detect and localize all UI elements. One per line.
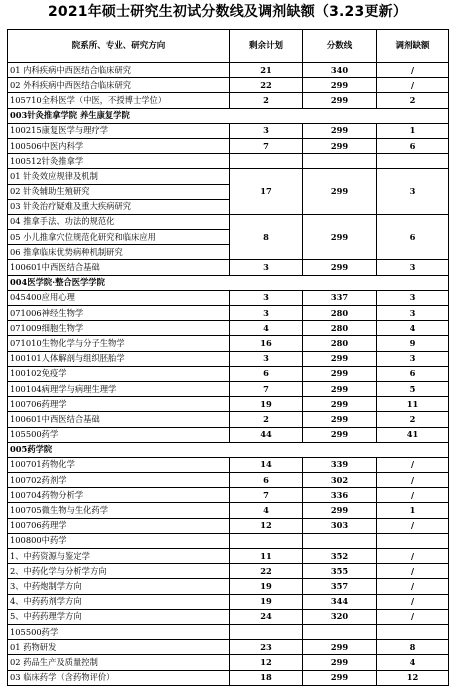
score-line: 337 — [303, 290, 377, 305]
program-name: 1、中药资源与鉴定学 — [8, 549, 230, 564]
program-name: 105710全科医学（中医，不授博士学位） — [8, 93, 230, 108]
adjustment-vacancy: / — [377, 63, 449, 78]
table-row — [8, 381, 449, 396]
program-name: 3、中药炮制学方向 — [8, 579, 230, 594]
program-name: 100102免疫学 — [8, 366, 230, 381]
program-name: 04 推拿手法、功法的规范化 — [8, 214, 230, 229]
score-line — [303, 624, 377, 639]
score-line: 340 — [303, 63, 377, 78]
remaining-plan: 3 — [230, 123, 303, 138]
remaining-plan: 4 — [230, 321, 303, 336]
remaining-plan: 22 — [230, 564, 303, 579]
table-row — [8, 564, 449, 579]
score-line: 299 — [303, 138, 377, 153]
program-name: 071006神经生物学 — [8, 306, 230, 321]
score-line: 299 — [303, 427, 377, 442]
score-line: 299 — [303, 169, 377, 215]
table-row — [8, 336, 449, 351]
adjustment-vacancy: 5 — [377, 381, 449, 396]
adjustment-vacancy: / — [377, 594, 449, 609]
score-line: 357 — [303, 579, 377, 594]
score-line: 339 — [303, 457, 377, 472]
program-name: 105500药学 — [8, 427, 230, 442]
table-header-row — [8, 30, 449, 63]
section-row — [8, 442, 449, 457]
program-name: 05 小儿推拿穴位规范化研究和临床应用 — [8, 230, 230, 245]
score-line: 280 — [303, 306, 377, 321]
adjustment-vacancy: / — [377, 579, 449, 594]
remaining-plan: 3 — [230, 290, 303, 305]
score-line: 299 — [303, 260, 377, 275]
remaining-plan: 21 — [230, 63, 303, 78]
program-name: 5、中药药理学方向 — [8, 609, 230, 624]
program-name: 100601中西医结合基础 — [8, 260, 230, 275]
score-line: 299 — [303, 397, 377, 412]
score-line: 299 — [303, 93, 377, 108]
program-name: 03 临床药学（含药物评价） — [8, 670, 230, 685]
table-row — [8, 609, 449, 624]
remaining-plan: 23 — [230, 640, 303, 655]
score-line: 299 — [303, 123, 377, 138]
program-name: 100601中西医结合基础 — [8, 412, 230, 427]
table-row — [8, 518, 449, 533]
remaining-plan: 2 — [230, 412, 303, 427]
adjustment-vacancy: / — [377, 518, 449, 533]
header-remaining-plan: 剩余计划 — [230, 30, 303, 63]
table-row — [8, 594, 449, 609]
program-name: 100704药物分析学 — [8, 488, 230, 503]
remaining-plan: 16 — [230, 336, 303, 351]
remaining-plan: 12 — [230, 518, 303, 533]
table-row — [8, 670, 449, 685]
table-row — [8, 473, 449, 488]
score-line: 352 — [303, 549, 377, 564]
table-row — [8, 533, 449, 548]
table-row — [8, 138, 449, 153]
remaining-plan: 14 — [230, 457, 303, 472]
remaining-plan: 19 — [230, 397, 303, 412]
remaining-plan — [230, 624, 303, 639]
adjustment-vacancy: 4 — [377, 655, 449, 670]
score-line: 320 — [303, 609, 377, 624]
table-row — [8, 427, 449, 442]
remaining-plan: 12 — [230, 655, 303, 670]
score-line: 299 — [303, 503, 377, 518]
adjustment-vacancy: 41 — [377, 427, 449, 442]
table-row — [8, 169, 449, 184]
program-name: 100702药剂学 — [8, 473, 230, 488]
remaining-plan: 6 — [230, 366, 303, 381]
program-name: 100101人体解剖与组织胚胎学 — [8, 351, 230, 366]
section-title: 005药学院 — [8, 442, 449, 457]
adjustment-vacancy: 8 — [377, 640, 449, 655]
table-row — [8, 549, 449, 564]
adjustment-vacancy: / — [377, 549, 449, 564]
admission-score-table — [7, 29, 449, 686]
adjustment-vacancy: 6 — [377, 214, 449, 260]
remaining-plan: 18 — [230, 670, 303, 685]
section-title: 004医学院·整合医学学院 — [8, 275, 449, 290]
remaining-plan: 11 — [230, 549, 303, 564]
score-line: 299 — [303, 214, 377, 260]
remaining-plan: 3 — [230, 260, 303, 275]
program-name: 071010生物化学与分子生物学 — [8, 336, 230, 351]
program-name: 01 内科疾病中西医结合临床研究 — [8, 63, 230, 78]
table-row — [8, 503, 449, 518]
header-score-line: 分数线 — [303, 30, 377, 63]
remaining-plan — [230, 533, 303, 548]
score-line: 336 — [303, 488, 377, 503]
score-line: 299 — [303, 381, 377, 396]
program-name: 100701药物化学 — [8, 457, 230, 472]
program-name: 01 针灸效应规律及机制 — [8, 169, 230, 184]
adjustment-vacancy: / — [377, 609, 449, 624]
adjustment-vacancy: 6 — [377, 366, 449, 381]
remaining-plan: 44 — [230, 427, 303, 442]
score-line — [303, 154, 377, 169]
adjustment-vacancy: / — [377, 78, 449, 93]
section-row — [8, 108, 449, 123]
score-line: 299 — [303, 366, 377, 381]
remaining-plan: 19 — [230, 579, 303, 594]
section-title: 003针灸推拿学院 养生康复学院 — [8, 108, 449, 123]
remaining-plan: 8 — [230, 214, 303, 260]
table-row — [8, 579, 449, 594]
score-line — [303, 533, 377, 548]
remaining-plan: 2 — [230, 93, 303, 108]
adjustment-vacancy — [377, 533, 449, 548]
remaining-plan: 7 — [230, 138, 303, 153]
table-row — [8, 624, 449, 639]
adjustment-vacancy: 12 — [377, 670, 449, 685]
remaining-plan: 19 — [230, 594, 303, 609]
remaining-plan: 6 — [230, 473, 303, 488]
adjustment-vacancy: 3 — [377, 290, 449, 305]
program-name: 100104病理学与病理生理学 — [8, 381, 230, 396]
program-name: 100506中医内科学 — [8, 138, 230, 153]
program-name: 06 推拿临床优势病种机制研究 — [8, 245, 230, 260]
adjustment-vacancy: / — [377, 564, 449, 579]
table-row — [8, 63, 449, 78]
remaining-plan: 22 — [230, 78, 303, 93]
table-row — [8, 397, 449, 412]
score-line: 303 — [303, 518, 377, 533]
score-line: 344 — [303, 594, 377, 609]
program-name: 100706药理学 — [8, 518, 230, 533]
table-row — [8, 351, 449, 366]
score-line: 299 — [303, 351, 377, 366]
program-name: 071009细胞生物学 — [8, 321, 230, 336]
remaining-plan: 3 — [230, 351, 303, 366]
program-name: 100800中药学 — [8, 533, 230, 548]
adjustment-vacancy: 3 — [377, 169, 449, 215]
adjustment-vacancy: 1 — [377, 503, 449, 518]
remaining-plan: 17 — [230, 169, 303, 215]
adjustment-vacancy: 6 — [377, 138, 449, 153]
table-row — [8, 412, 449, 427]
table-row — [8, 123, 449, 138]
table-row — [8, 78, 449, 93]
header-program: 院系所、专业、研究方向 — [8, 30, 230, 63]
remaining-plan: 4 — [230, 503, 303, 518]
program-name: 100706药理学 — [8, 397, 230, 412]
table-row — [8, 366, 449, 381]
table-row — [8, 457, 449, 472]
page-title: 2021年硕士研究生初试分数线及调剂缺额（3.23更新） — [47, 4, 408, 20]
adjustment-vacancy: 4 — [377, 321, 449, 336]
program-name: 105500药学 — [8, 624, 230, 639]
adjustment-vacancy: 3 — [377, 260, 449, 275]
adjustment-vacancy — [377, 154, 449, 169]
remaining-plan: 24 — [230, 609, 303, 624]
table-row — [8, 260, 449, 275]
adjustment-vacancy: 9 — [377, 336, 449, 351]
score-line: 299 — [303, 670, 377, 685]
header-adjustment-vacancy: 调剂缺额 — [377, 30, 449, 63]
adjustment-vacancy: / — [377, 473, 449, 488]
table-row — [8, 290, 449, 305]
program-name: 02 针灸辅助生殖研究 — [8, 184, 230, 199]
table-row — [8, 640, 449, 655]
adjustment-vacancy: / — [377, 488, 449, 503]
adjustment-vacancy — [377, 624, 449, 639]
table-row — [8, 488, 449, 503]
remaining-plan: 7 — [230, 381, 303, 396]
adjustment-vacancy: 3 — [377, 351, 449, 366]
score-line: 302 — [303, 473, 377, 488]
score-line: 280 — [303, 336, 377, 351]
adjustment-vacancy: 1 — [377, 123, 449, 138]
table-row — [8, 321, 449, 336]
score-line: 299 — [303, 412, 377, 427]
program-name: 100705微生物与生化药学 — [8, 503, 230, 518]
score-line: 280 — [303, 321, 377, 336]
remaining-plan — [230, 154, 303, 169]
table-row — [8, 306, 449, 321]
program-name: 03 针灸治疗疑难及重大疾病研究 — [8, 199, 230, 214]
program-name: 100215康复医学与理疗学 — [8, 123, 230, 138]
program-name: 2、中药化学与分析学方向 — [8, 564, 230, 579]
score-line: 299 — [303, 640, 377, 655]
remaining-plan: 3 — [230, 306, 303, 321]
score-line: 299 — [303, 78, 377, 93]
score-line: 355 — [303, 564, 377, 579]
program-name: 100512针灸推拿学 — [8, 154, 230, 169]
program-name: 01 药物研发 — [8, 640, 230, 655]
adjustment-vacancy: 2 — [377, 412, 449, 427]
adjustment-vacancy: 3 — [377, 306, 449, 321]
remaining-plan: 7 — [230, 488, 303, 503]
adjustment-vacancy: / — [377, 457, 449, 472]
adjustment-vacancy: 11 — [377, 397, 449, 412]
adjustment-vacancy: 2 — [377, 93, 449, 108]
program-name: 02 外科疾病中西医结合临床研究 — [8, 78, 230, 93]
table-row — [8, 214, 449, 229]
program-name: 4、中药药剂学方向 — [8, 594, 230, 609]
table-row — [8, 154, 449, 169]
table-row — [8, 93, 449, 108]
section-row — [8, 275, 449, 290]
score-line: 299 — [303, 655, 377, 670]
program-name: 045400应用心理 — [8, 290, 230, 305]
program-name: 02 药品生产及质量控制 — [8, 655, 230, 670]
